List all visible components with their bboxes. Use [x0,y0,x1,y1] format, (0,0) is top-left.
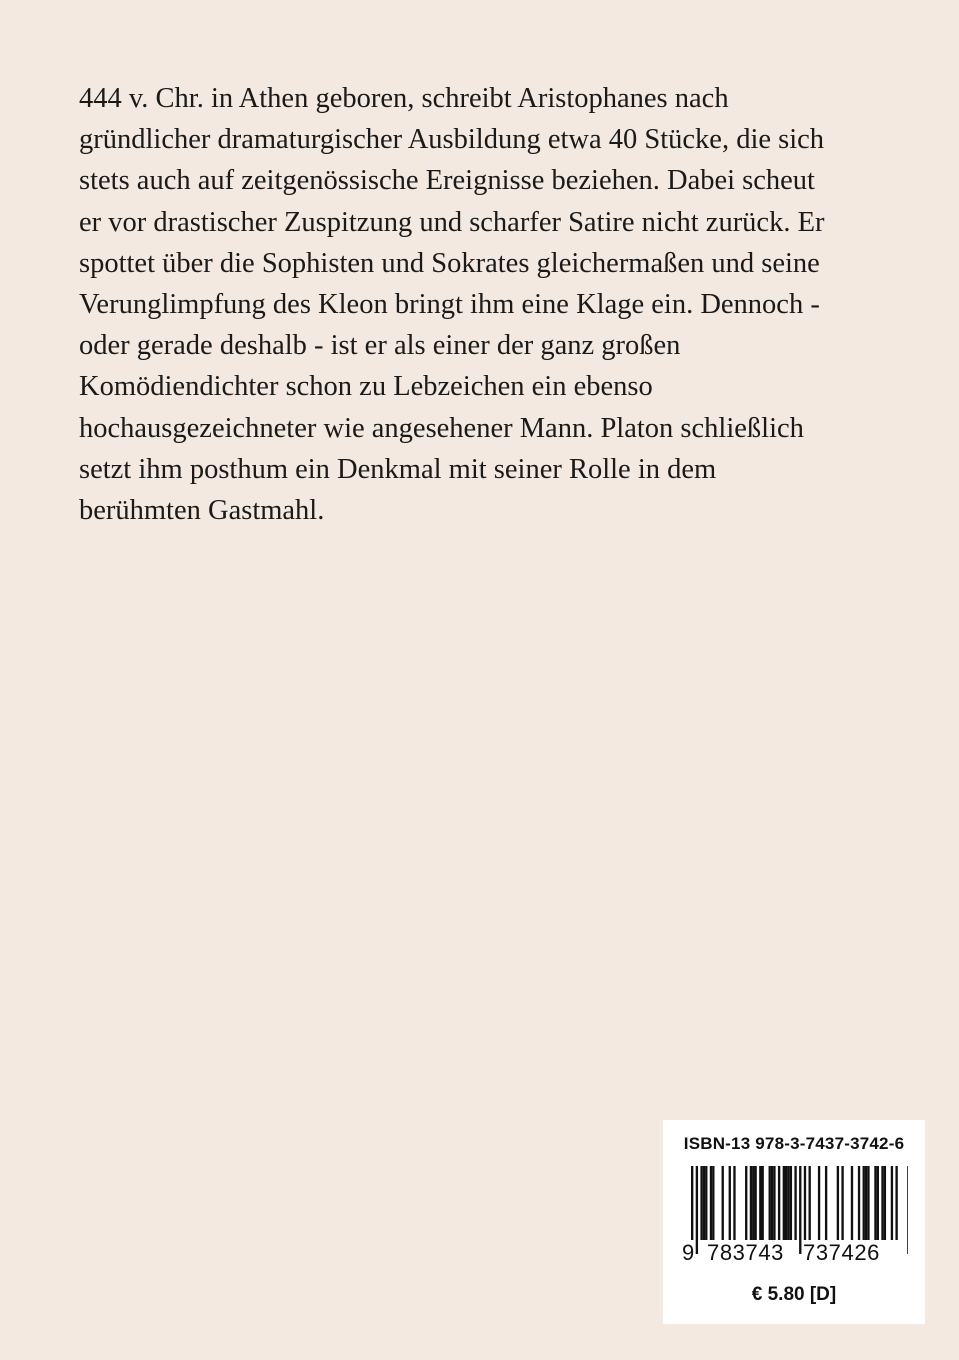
barcode-bar [794,1166,796,1240]
blurb-line: stets auch auf zeitgenössische Ereignisse beziehen. Dabei scheut [79,165,815,197]
blurb-line: gründlicher dramaturgischer Ausbildung etwa 40 Stücke, die sich [79,124,825,156]
blurb-line: hochausgezeichneter wie angesehener Mann. Platon schließlich [79,412,804,444]
isbn-label: ISBN-13 978-3-7437-3742-6 [683,1134,905,1153]
barcode-bar [874,1166,876,1240]
barcode-bar [700,1166,702,1240]
barcode-bar [863,1166,865,1240]
barcode-bar [773,1166,775,1240]
barcode-bar [705,1166,707,1240]
isbn-barcode-box [663,1120,925,1324]
barcode-bar [787,1166,789,1240]
blurb-line: 444 v. Chr. in Athen geboren, schreibt Aristophanes nach [79,83,729,114]
barcode-bar [865,1166,867,1240]
barcode-bar [895,1166,897,1240]
barcode-bar [891,1166,893,1240]
barcode-digit-first: 9 [682,1240,695,1265]
barcode-bar [785,1166,787,1240]
barcode-digits-left: 783743 [707,1240,785,1265]
barcode-guard-bar [799,1166,801,1254]
barcode-bar [837,1166,839,1240]
barcode-bar [703,1166,705,1240]
barcode-guard-bar [907,1166,908,1254]
barcode-bar [825,1166,827,1240]
barcode-bar [710,1166,712,1240]
barcode-bar [754,1166,756,1240]
barcode-bar [712,1166,714,1240]
barcode-bar [858,1166,860,1240]
barcode-guard-bar [696,1166,698,1254]
barcode-bar [729,1166,731,1240]
barcode-bar [750,1166,752,1240]
barcode-bar [733,1166,735,1240]
price-label: € 5.80 [D] [751,1284,837,1305]
blurb-line: spottet über die Sophisten und Sokrates gleichermaßen und seine [79,247,820,279]
barcode-bar [745,1166,747,1240]
barcode-bar [722,1166,724,1240]
barcode-bar [783,1166,785,1240]
barcode-bar [884,1166,886,1240]
barcode-bar [877,1166,879,1240]
barcode-bar [809,1166,811,1240]
barcode-bar [769,1166,771,1240]
barcode-bar [790,1166,792,1240]
blurb-line: Komödiendichter schon zu Lebzeichen ein ebenso [79,371,653,403]
barcode-bar [759,1166,761,1240]
blurb-line: berühmten Gastmahl. [79,495,325,527]
barcode-bar [851,1166,853,1240]
blurb-line: er vor drastischer Zuspitzung und scharfer Satire nicht zurück. Er [79,206,825,238]
barcode-bar [841,1166,843,1240]
blurb-line: setzt ihm posthum ein Denkmal mit seiner Rolle in dem [79,453,717,485]
barcode-bar [762,1166,764,1240]
barcode-bar [818,1166,820,1240]
barcode-bar [778,1166,780,1240]
blurb-line: oder gerade deshalb - ist er als einer der ganz großen [79,330,681,362]
barcode-bar [867,1166,869,1240]
barcode-digits-right: 737426 [803,1240,881,1265]
back-cover-blurb [79,78,899,531]
blurb-line: Verunglimpfung des Kleon bringt ihm eine Klage ein. Dennoch - [79,289,820,321]
barcode-bar [752,1166,754,1240]
barcode-bar [771,1166,773,1240]
barcode-bar [881,1166,883,1240]
